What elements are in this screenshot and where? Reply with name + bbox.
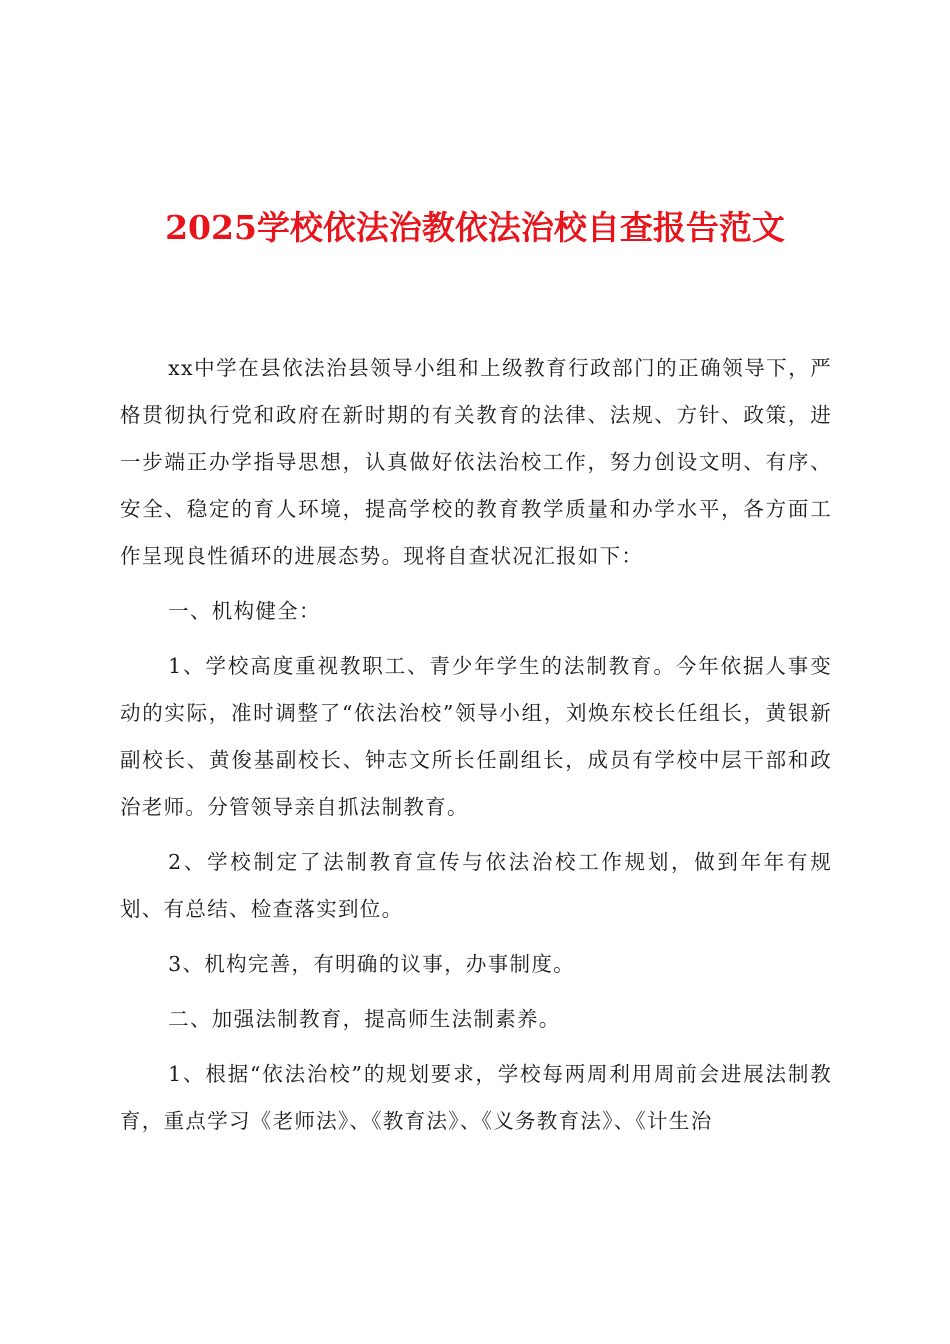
paragraph-intro: xx中学在县依法治县领导小组和上级教育行政部门的正确领导下，严格贯彻执行党和政府在新时期的有关教育的法律、法规、方针、政策，进一步端正办学指导思想，认真做好依法治校工作，努力创设文明、有序、安全、稳定的育人环境，提高学校的教育教学质量和办学水平，各方面工作呈现良性循环的进展态势。现将自查状况汇报如下： bbox=[120, 356, 832, 568]
section-heading-legal-education: 二、加强法制教育，提高师生法制素养。 bbox=[168, 1007, 561, 1031]
paragraph-item-1: 1、学校高度重视教职工、青少年学生的法制教育。今年依据人事变动的实际，准时调整了“依法治校”领导小组，刘焕东校长任组长，黄银新副校长、黄俊基副校长、钟志文所长任副组长，成员有学校中层干部和政治老师。分管领导亲自抓法制教育。 bbox=[120, 654, 832, 819]
document-title: 2025学校依法治教依法治校自查报告范文 bbox=[165, 208, 785, 247]
document-body bbox=[120, 345, 832, 1153]
paragraph-legal-education-1: 1、根据“依法治校”的规划要求，学校每两周利用周前会进展法制教育，重点学习《老师法》、《教育法》、《义务教育法》、《计生治 bbox=[120, 1062, 832, 1133]
paragraph-item-2: 2、学校制定了法制教育宣传与依法治校工作规划，做到年年有规划、有总结、检查落实到位。 bbox=[120, 850, 832, 921]
section-heading-organization: 一、机构健全： bbox=[168, 599, 321, 623]
paragraph-item-3: 3、机构完善，有明确的议事，办事制度。 bbox=[168, 952, 575, 976]
